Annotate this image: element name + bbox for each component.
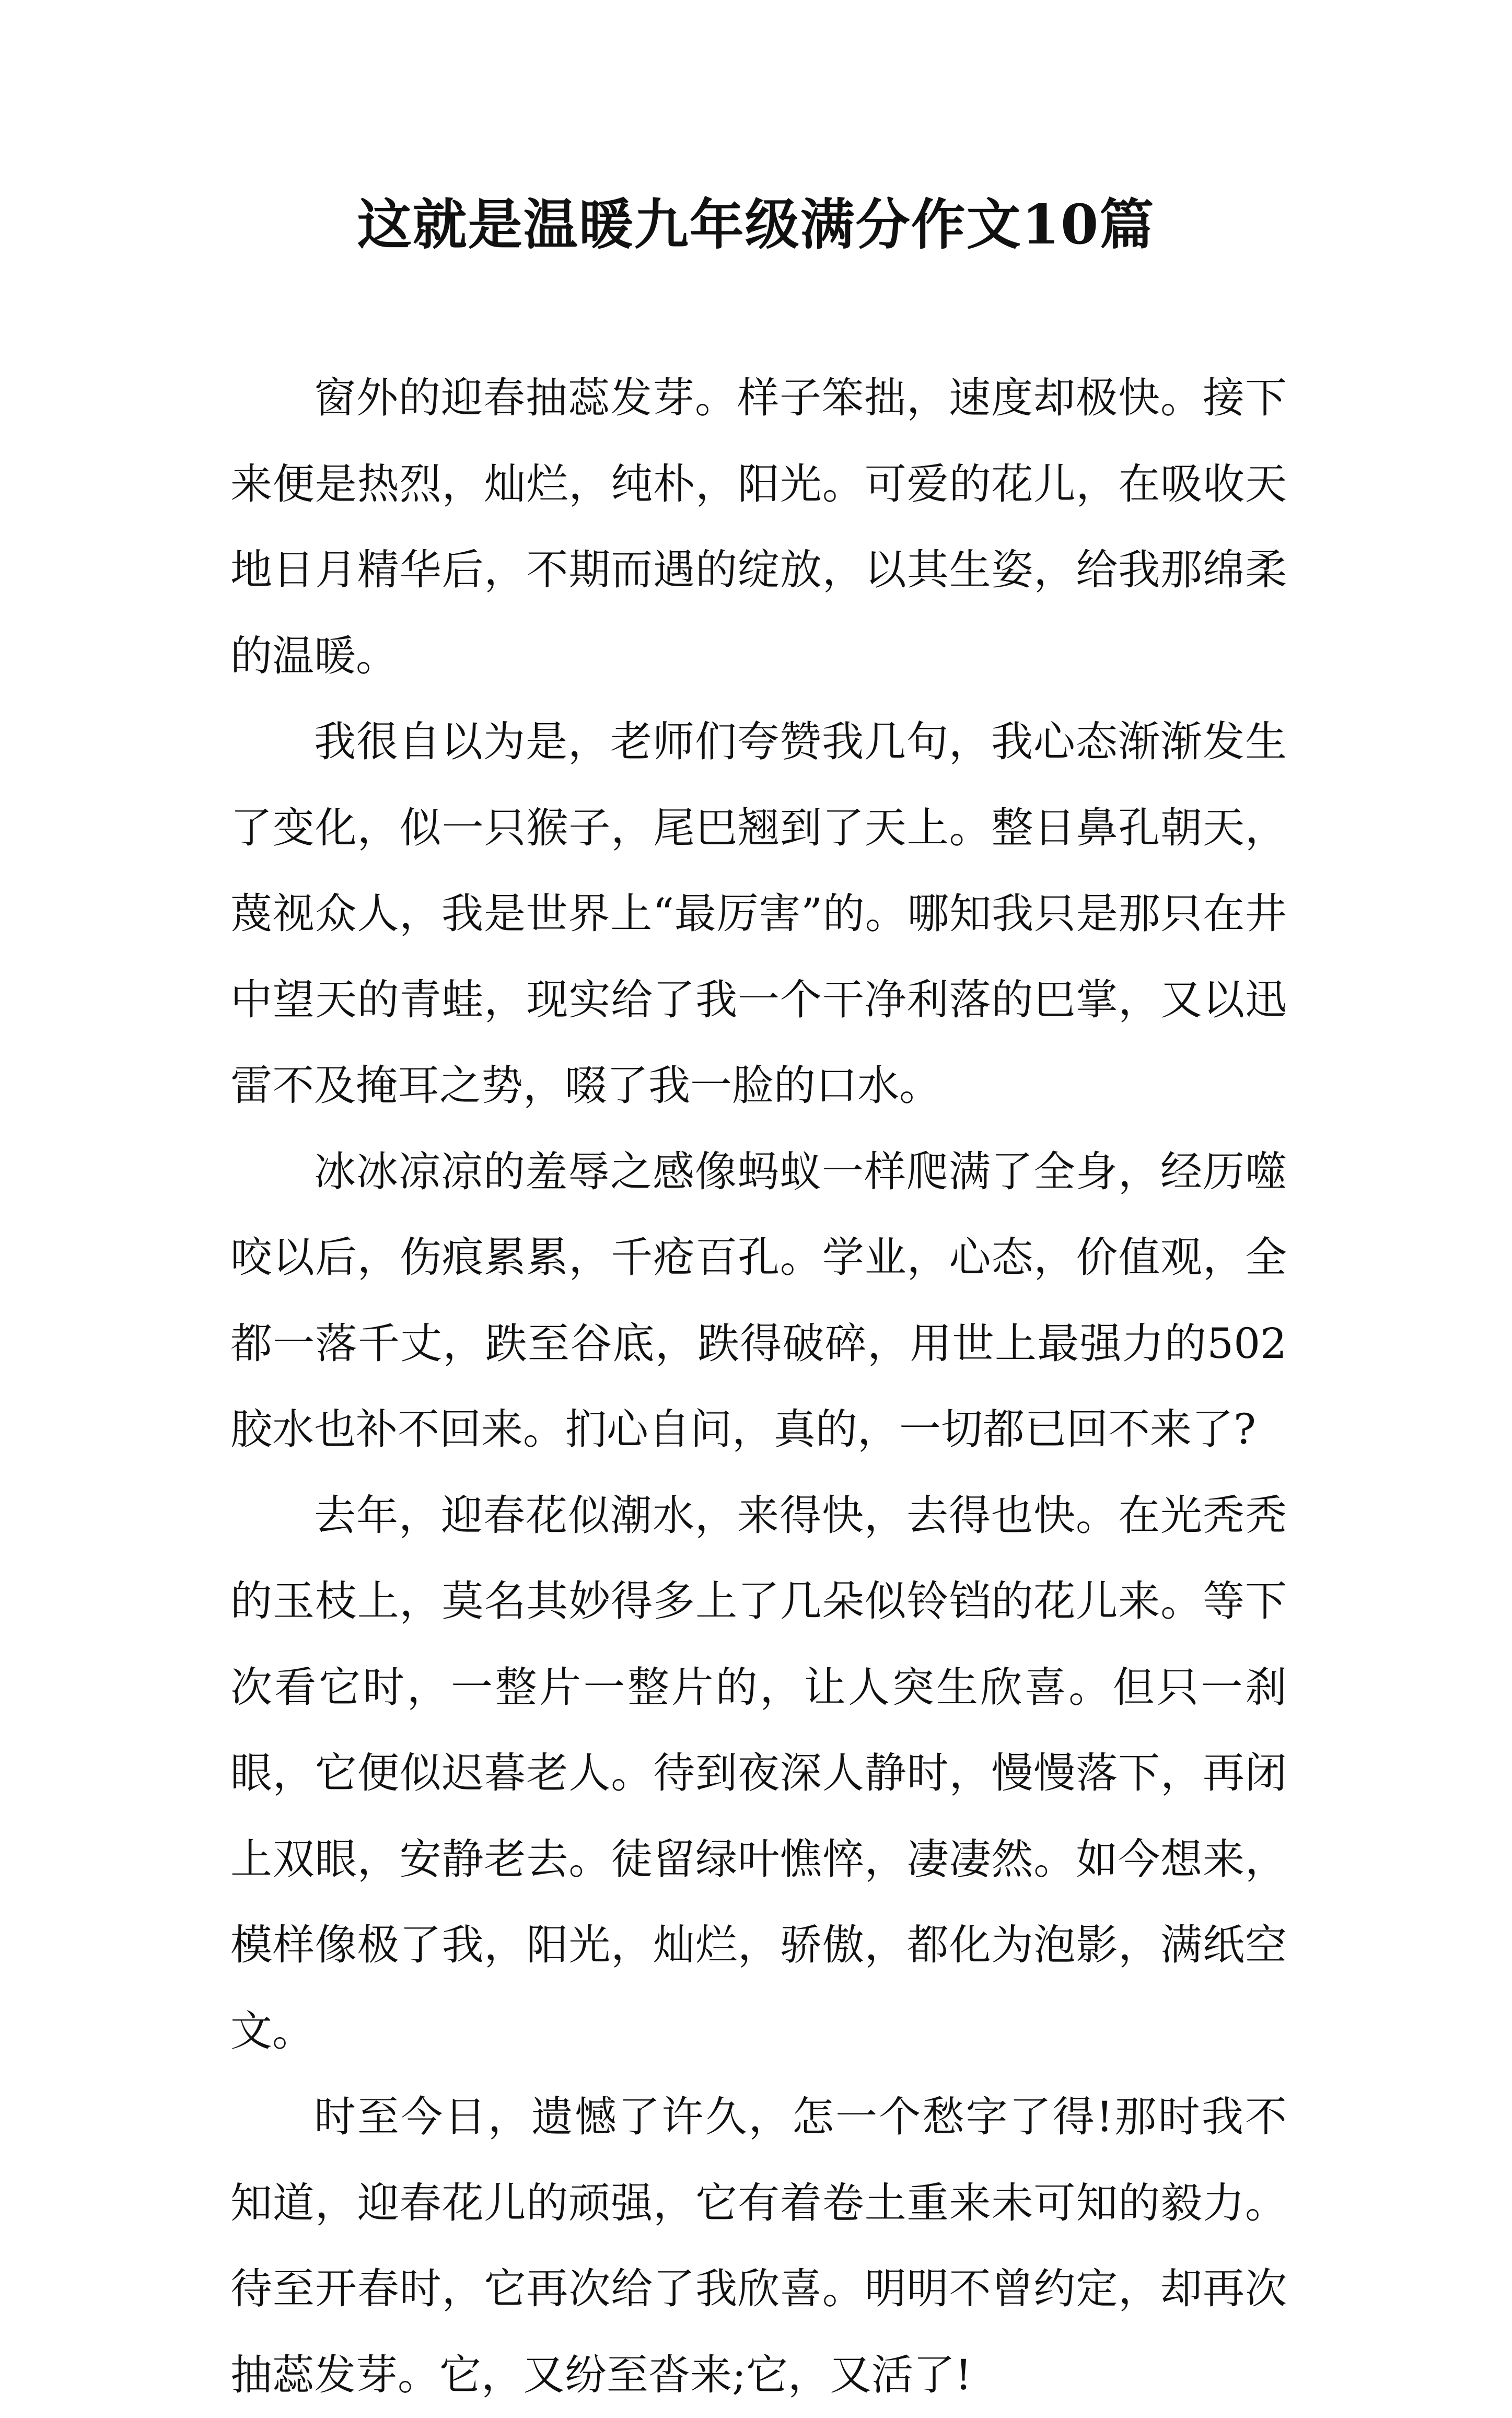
paragraph: 我很自以为是，老师们夸赞我几句，我心态渐渐发生了变化，似一只猴子，尾巴翘到了天上。整日鼻孔朝天，蔑视众人，我是世界上“最厉害”的。哪知我只是那只在井中望天的青蛙，现实给了我一个干净利落的巴掌，又以迅雷不及掩耳之势，啜了我一脸的口水。 — [230, 717, 1287, 1110]
paragraph: 窗外的迎春抽蕊发芽。样子笨拙，速度却极快。接下来便是热烈，灿烂，纯朴，阳光。可爱的花儿，在吸收天地日月精华后，不期而遇的绽放，以其生姿，给我那绵柔的温暖。 — [230, 374, 1287, 680]
paragraph: 冰冰凉凉的羞辱之感像蚂蚁一样爬满了全身，经历噬咬以后，伤痕累累，千疮百孔。学业，心态，价值观，全都一落千丈，跌至谷底，跌得破碎，用世上最强力的502胶水也补不回来。扪心自问，真的，一切都已回不来了? — [230, 1147, 1287, 1454]
document-body — [230, 355, 1287, 2418]
paragraph: 去年，迎春花似潮水，来得快，去得也快。在光秃秃的玉枝上，莫名其妙得多上了几朵似铃铛的花儿来。等下次看它时，一整片一整片的，让人突生欣喜。但只一刹眼，它便似迟暮老人。待到夜深人静时，慢慢落下，再闭上双眼，安静老去。徒留绿叶憔悴，凄凄然。如今想来，模样像极了我，阳光，灿烂，骄傲，都化为泡影，满纸空文。 — [230, 1491, 1287, 2055]
paragraph: 时至今日，遗憾了许久，怎一个愁字了得!那时我不知道，迎春花儿的顽强，它有着卷土重来未可知的毅力。待至开春时，它再次给了我欣喜。明明不曾约定，却再次抽蕊发芽。它，又纷至沓来;它，又活了! — [230, 2092, 1287, 2399]
document-title: 这就是温暖九年级满分作文10篇 — [357, 192, 1155, 257]
